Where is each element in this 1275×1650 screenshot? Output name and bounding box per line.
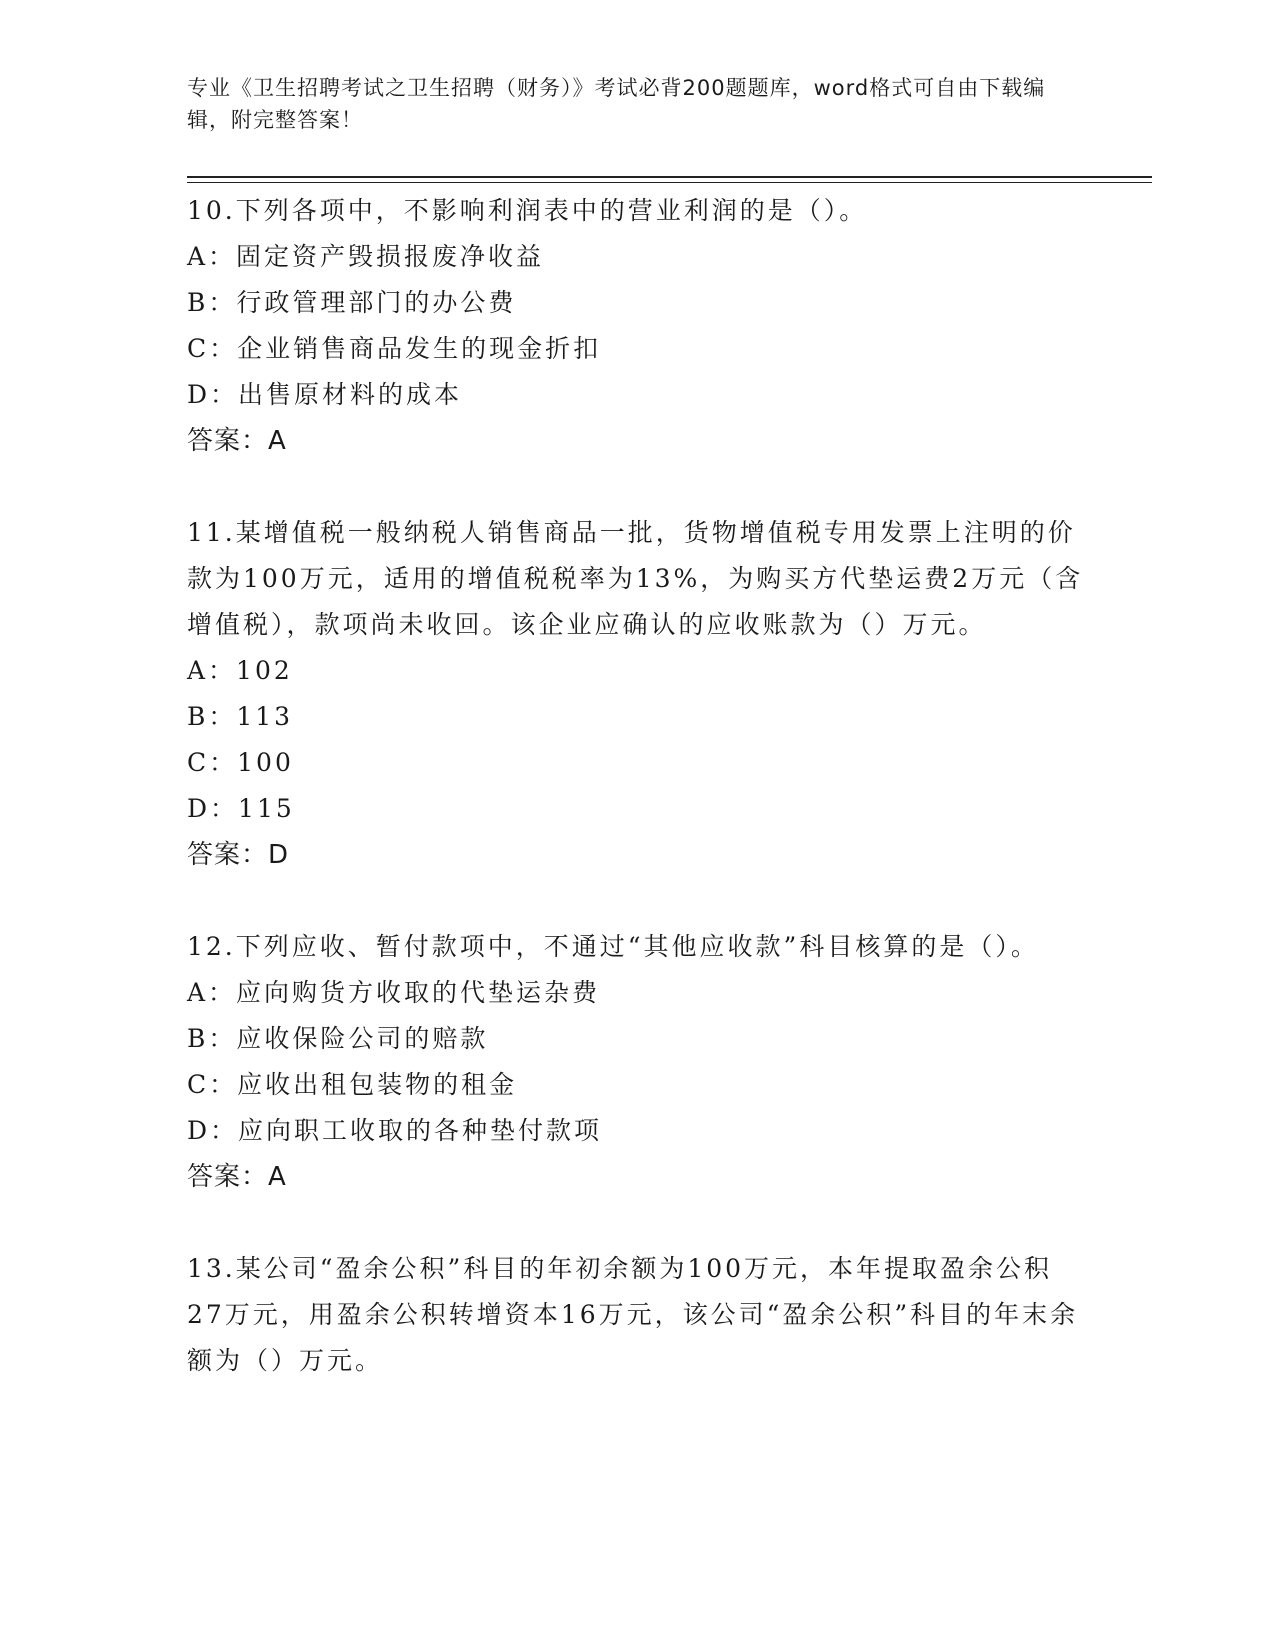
option-d: D：115 <box>187 794 295 823</box>
answer-line: 答案：A <box>187 426 287 456</box>
question-13 <box>187 1246 1087 1384</box>
question-stem: 10.下列各项中，不影响利润表中的营业利润的是（）。 <box>187 196 868 225</box>
question-11 <box>187 510 1087 878</box>
question-stem: 11.某增值税一般纳税人销售商品一批，货物增值税专用发票上注明的价款为100万元，适用的增值税税率为13%，为购买方代垫运费2万元（含增值税），款项尚未收回。该企业应确认的应收账款为（）万元。 <box>187 518 1084 639</box>
option-d: D：出售原材料的成本 <box>187 380 463 409</box>
option-b: B：113 <box>187 702 294 731</box>
option-c: C：应收出租包装物的租金 <box>187 1070 518 1099</box>
header-divider-thin <box>187 182 1152 183</box>
question-stem: 13.某公司“盈余公积”科目的年初余额为100万元，本年提取盈余公积27万元，用盈余公积转增资本16万元，该公司“盈余公积”科目的年末余额为（）万元。 <box>187 1254 1079 1375</box>
option-b: B：应收保险公司的赔款 <box>187 1024 489 1053</box>
question-10 <box>187 188 1087 464</box>
document-header: 专业《卫生招聘考试之卫生招聘（财务）》考试必背200题题库，word格式可自由下载编辑，附完整答案！ <box>187 76 1046 132</box>
option-a: A：102 <box>187 656 293 685</box>
header-divider-thick <box>187 176 1152 178</box>
question-stem: 12.下列应收、暂付款项中，不通过“其他应收款”科目核算的是（）。 <box>187 932 1039 961</box>
option-c: C：100 <box>187 748 294 777</box>
answer-line: 答案：D <box>187 840 290 870</box>
option-a: A：应向购货方收取的代垫运杂费 <box>187 978 601 1007</box>
answer-line: 答案：A <box>187 1162 287 1192</box>
option-d: D：应向职工收取的各种垫付款项 <box>187 1116 603 1145</box>
question-list <box>187 188 1087 1430</box>
option-a: A：固定资产毁损报废净收益 <box>187 242 545 271</box>
question-12 <box>187 924 1087 1200</box>
option-b: B：行政管理部门的办公费 <box>187 288 517 317</box>
option-c: C：企业销售商品发生的现金折扣 <box>187 334 602 363</box>
